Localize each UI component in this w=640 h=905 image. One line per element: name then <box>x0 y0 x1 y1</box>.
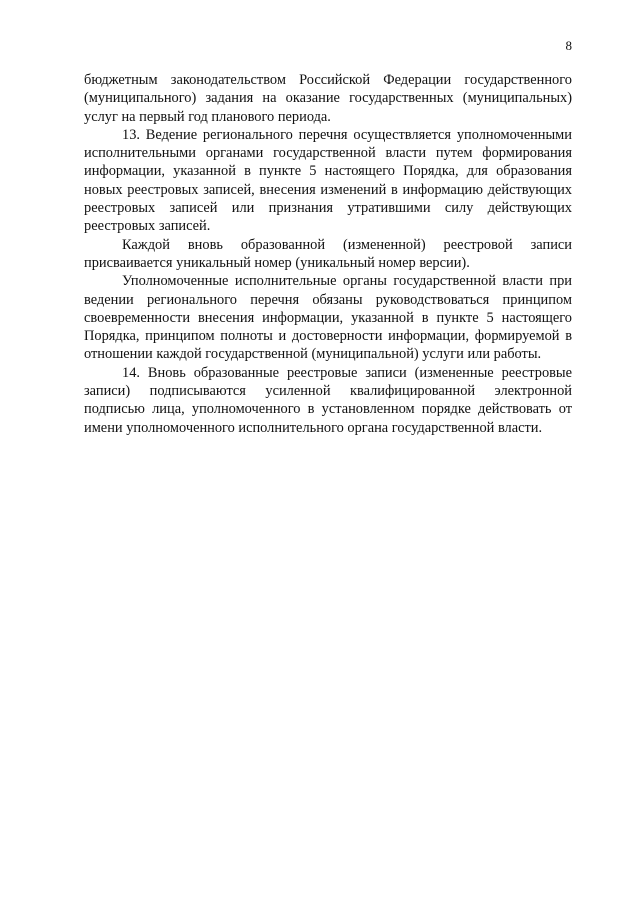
document-body <box>84 71 572 437</box>
paragraph-principles: Уполномоченные исполнительные органы государственной власти при ведении регионального перечня обязаны руководствоваться принципом своевременности внесения информации, указанной в пункте 5 настоящего Порядка, принципом полноты и достоверности информации, формируемой в отношении каждой государственной (муниципальной) услуги или работы. <box>84 273 572 363</box>
paragraph-14-signature: 14. Вновь образованные реестровые записи (измененные реестровые записи) подписываются усиленной квалифицированной электронной подписью лица, уполномоченного в установленном порядке действовать от имени уполномоченного исполнительного органа государственной власти. <box>84 364 572 436</box>
paragraph-13-regional-list: 13. Ведение регионального перечня осуществляется уполномоченными исполнительными органами государственной власти путем формирования информации, указанной в пункте 5 настоящего Порядка, для образования новых реестровых записей, внесения изменений в информацию действующих реестровых записей или признания утратившими силу действующих реестровых записей. <box>84 126 572 235</box>
paragraph-budget-continuation: бюджетным законодательством Российской Федерации государственного (муниципального) задания на оказание государственных (муниципальных) услуг на первый год планового периода. <box>84 72 572 125</box>
paragraph-unique-number: Каждой вновь образованной (измененной) реестровой записи присваивается уникальный номер (уникальный номер версии). <box>84 236 572 271</box>
page-number: 8 <box>565 38 572 53</box>
